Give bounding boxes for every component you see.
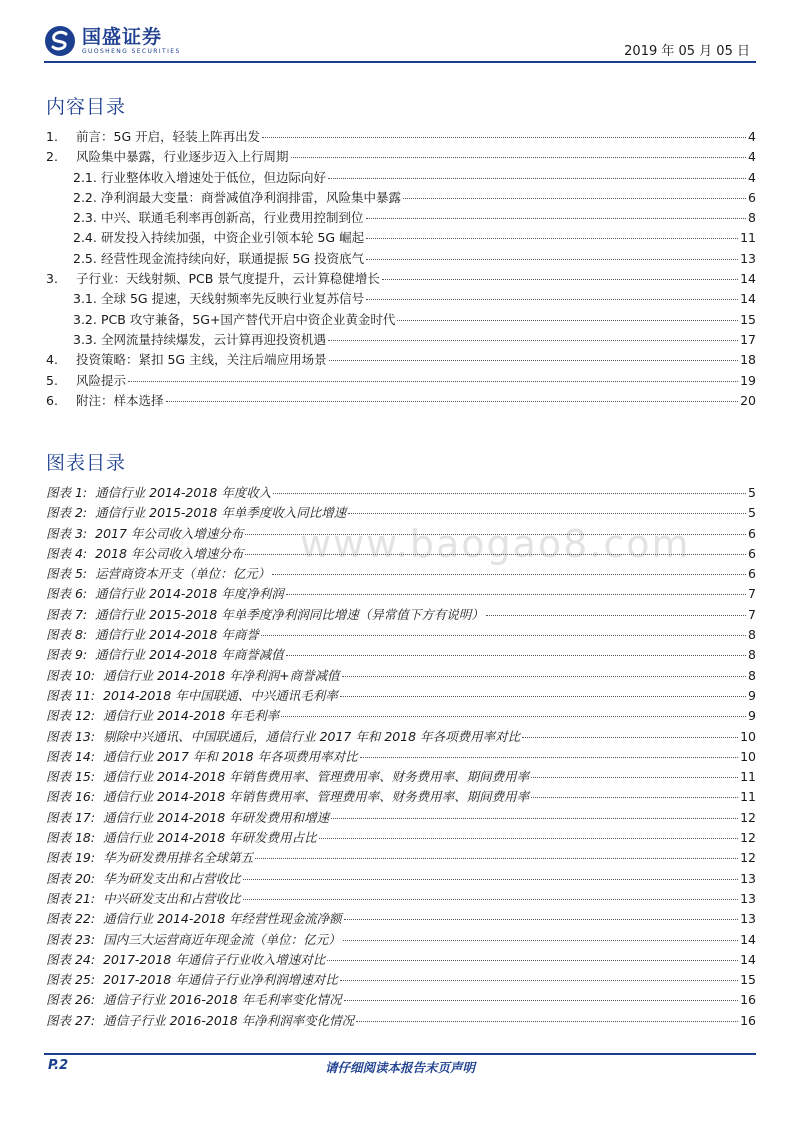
figure-label: 图表 2:: [46, 505, 88, 521]
figure-entry[interactable]: [46, 990, 756, 1010]
figure-title: 通信子行业 2016-2018 年净利润率变化情况: [103, 1012, 355, 1028]
leader-dots: [128, 381, 738, 382]
toc-text: 全网流量持续爆发，云计算再迎投资机遇: [101, 331, 327, 347]
figure-title: 通信行业 2014-2018 年净利润+商誉减值: [103, 667, 340, 683]
figure-title: 通信行业 2014-2018 年商誉: [95, 627, 259, 643]
toc-entry[interactable]: [46, 350, 756, 370]
leader-dots: [319, 838, 738, 839]
figure-entry[interactable]: [46, 503, 756, 523]
toc-entry[interactable]: [46, 269, 756, 289]
page-ref: 9: [748, 687, 756, 703]
figure-label: 图表 6:: [46, 586, 88, 602]
figure-entry[interactable]: [46, 727, 756, 747]
figure-title: 通信行业 2014-2018 年研发费用和增速: [103, 809, 330, 825]
page-ref: 15: [740, 972, 756, 988]
toc-number: 2.5.: [73, 250, 97, 266]
toc-entry[interactable]: [46, 310, 756, 330]
figure-label: 图表 27:: [46, 1012, 96, 1028]
figure-entry[interactable]: [46, 605, 756, 625]
figure-entry[interactable]: [46, 686, 756, 706]
toc-number: 3.: [46, 271, 58, 287]
figure-label: 图表 10:: [46, 667, 96, 683]
leader-dots: [166, 401, 739, 402]
figure-title: 通信行业 2014-2018 年经营性现金流净额: [103, 911, 342, 927]
page-ref: 16: [740, 1012, 756, 1028]
figure-title: 华为研发支出和占营收比: [103, 870, 241, 886]
figure-label: 图表 20:: [46, 870, 96, 886]
leader-dots: [331, 818, 738, 819]
figure-title: 中兴研发支出和占营收比: [103, 890, 241, 906]
page-ref: 9: [748, 708, 756, 724]
figure-label: 图表 12:: [46, 708, 96, 724]
disclaimer-note: 请仔细阅读本报告末页声明: [324, 1060, 475, 1075]
leader-dots: [329, 360, 739, 361]
figure-entry[interactable]: [46, 808, 756, 828]
toc-entry[interactable]: [46, 208, 756, 228]
toc-number: 2.2.: [73, 189, 97, 205]
toc-number: 2.: [46, 149, 58, 165]
page-ref: 5: [748, 505, 756, 521]
watermark: www.baogao8.com: [300, 522, 691, 566]
figure-entry[interactable]: [46, 1011, 756, 1031]
leader-dots: [344, 1000, 738, 1001]
toc-title: 内容目录: [46, 96, 127, 118]
figure-label: 图表 3:: [46, 525, 88, 541]
page-ref: 20: [740, 392, 756, 408]
page-ref: 6: [748, 545, 756, 561]
page-ref: 12: [740, 850, 756, 866]
toc-text: 投资策略：紧扣 5G 主线，关注后端应用场景: [76, 352, 327, 368]
leader-dots: [348, 513, 746, 514]
page-ref: 12: [740, 809, 756, 825]
page-ref: 13: [740, 890, 756, 906]
figure-entry[interactable]: [46, 645, 756, 665]
page-ref: 12: [740, 830, 756, 846]
figure-entry[interactable]: [46, 584, 756, 604]
figure-title: 2017-2018 年通信子行业净利润增速对比: [103, 972, 338, 988]
page-ref: 13: [740, 250, 756, 266]
leader-dots: [340, 980, 738, 981]
figure-label: 图表 14:: [46, 748, 96, 764]
leader-dots: [366, 218, 747, 219]
figure-entry[interactable]: [46, 930, 756, 950]
figure-title: 国内三大运营商近年现金流（单位：亿元）: [103, 931, 341, 947]
toc-text: 前言：5G 开启，轻装上阵再出发: [76, 129, 261, 144]
figure-title: 通信行业 2014-2018 年销售费用率、管理费用率、财务费用率、期间费用率: [103, 769, 530, 785]
leader-dots: [328, 178, 746, 179]
leader-dots: [286, 655, 746, 656]
leader-dots: [531, 777, 738, 778]
figure-entry[interactable]: [46, 564, 756, 584]
figure-label: 图表 11:: [46, 687, 96, 703]
figure-entry[interactable]: [46, 767, 756, 787]
guosheng-logo-icon: [44, 25, 76, 57]
footer-divider: [44, 1053, 756, 1055]
toc-text: 风险集中暴露，行业逐步迈入上行周期: [76, 149, 289, 165]
leader-dots: [273, 493, 746, 494]
toc-number: 2.1.: [73, 169, 97, 185]
leader-dots: [366, 299, 738, 300]
leader-dots: [360, 757, 738, 758]
page-number: P.2: [48, 1058, 69, 1073]
page-ref: 10: [740, 728, 756, 744]
toc-number: 2.3.: [73, 210, 97, 226]
toc-number: 3.2.: [73, 311, 97, 327]
leader-dots: [522, 737, 738, 738]
page-ref: 6: [748, 189, 756, 205]
leader-dots: [286, 594, 746, 595]
page-ref: 8: [748, 627, 756, 643]
figure-label: 图表 18:: [46, 830, 96, 846]
figure-label: 图表 26:: [46, 992, 96, 1008]
toc-entry[interactable]: [46, 289, 756, 309]
toc-entry[interactable]: [46, 127, 756, 147]
toc-entry[interactable]: [46, 188, 756, 208]
figure-title: 2017-2018 年通信子行业收入增速对比: [103, 951, 326, 967]
leader-dots: [261, 635, 746, 636]
figure-label: 图表 17:: [46, 809, 96, 825]
figure-title: 通信行业 2014-2018 年研发费用占比: [103, 830, 317, 846]
leader-dots: [531, 797, 738, 798]
figure-entry[interactable]: [46, 950, 756, 970]
page-ref: 14: [740, 291, 756, 307]
page-ref: 11: [740, 230, 756, 246]
figure-entry[interactable]: [46, 544, 756, 564]
toc-entry[interactable]: [46, 168, 756, 188]
figure-label: 图表 19:: [46, 850, 96, 866]
figures-title: 图表目录: [46, 452, 127, 474]
page-ref: 14: [740, 271, 756, 287]
figure-label: 图表 22:: [46, 911, 96, 927]
page-ref: 13: [740, 870, 756, 886]
figure-title: 通信行业 2015-2018 年单季度净利润同比增速（异常值下方有说明）: [95, 606, 484, 622]
page-ref: 5: [748, 485, 756, 500]
figure-title: 华为研发费用排名全球第五: [103, 850, 254, 866]
figure-title: 通信行业 2014-2018 年毛利率: [103, 708, 280, 724]
page-ref: 8: [748, 647, 756, 663]
page-ref: 6: [748, 525, 756, 541]
figure-title: 通信行业 2014-2018 年销售费用率、管理费用率、财务费用率、期间费用率: [103, 789, 530, 805]
figure-title: 通信行业 2014-2018 年度净利润: [95, 586, 284, 602]
leader-dots: [382, 279, 738, 280]
figure-title: 运营商资本开支（单位：亿元）: [95, 566, 271, 582]
leader-dots: [245, 554, 746, 555]
page-header: [0, 0, 800, 62]
leader-dots: [328, 340, 738, 341]
page-ref: 7: [748, 586, 756, 602]
toc-text: 风险提示: [76, 372, 127, 388]
figure-title: 通信行业 2014-2018 年商誉减值: [95, 647, 284, 663]
leader-dots: [343, 940, 738, 941]
figure-label: 图表 7:: [46, 606, 88, 622]
figure-entry[interactable]: [46, 787, 756, 807]
toc-text: 经营性现金流持续向好，联通提振 5G 投资底气: [101, 250, 365, 266]
toc-number: 3.3.: [73, 331, 97, 347]
figure-label: 图表 5:: [46, 566, 88, 582]
figure-entry[interactable]: [46, 747, 756, 767]
toc-text: 全球 5G 提速，天线射频率先反映行业复苏信号: [101, 291, 365, 307]
figure-entry[interactable]: [46, 970, 756, 990]
leader-dots: [366, 259, 738, 260]
brand-name: 国盛证券: [82, 26, 163, 48]
figure-title: 通信行业 2017 年和 2018 年各项费用率对比: [103, 748, 358, 764]
toc-number: 2.4.: [73, 230, 97, 246]
toc-text: PCB 攻守兼备，5G+国产替代开启中资企业黄金时代: [101, 311, 396, 327]
brand-logo: [44, 24, 181, 58]
page-ref: 8: [748, 667, 756, 683]
page-ref: 19: [740, 372, 756, 388]
figure-title: 剔除中兴通讯、中国联通后，通信行业 2017 年和 2018 年各项费用率对比: [103, 728, 521, 744]
page-ref: 4: [748, 149, 756, 165]
figure-label: 图表 21:: [46, 890, 96, 906]
figure-title: 通信行业 2014-2018 年度收入: [95, 485, 272, 500]
figure-label: 图表 25:: [46, 972, 96, 988]
figure-entry[interactable]: [46, 869, 756, 889]
toc-list: [46, 127, 756, 411]
page-ref: 16: [740, 992, 756, 1008]
toc-number: 6.: [46, 392, 58, 408]
leader-dots: [243, 879, 738, 880]
figure-label: 图表 15:: [46, 769, 96, 785]
toc-entry[interactable]: [46, 249, 756, 269]
figure-label: 图表 24:: [46, 951, 96, 967]
leader-dots: [397, 320, 738, 321]
toc-number: 5.: [46, 372, 58, 388]
page-ref: 17: [740, 331, 756, 347]
toc-text: 研发投入持续加强，中资企业引领本轮 5G 崛起: [101, 230, 365, 246]
page-ref: 13: [740, 911, 756, 927]
figure-entry[interactable]: [46, 889, 756, 909]
figure-title: 通信子行业 2016-2018 年毛利率变化情况: [103, 992, 342, 1008]
figure-label: 图表 1:: [46, 485, 88, 500]
figure-title: 2017 年公司收入增速分布: [95, 525, 244, 541]
leader-dots: [255, 858, 738, 859]
toc-text: 中兴、联通毛利率再创新高，行业费用控制到位: [101, 210, 364, 226]
figure-label: 图表 4:: [46, 545, 88, 561]
toc-number: 3.1.: [73, 291, 97, 307]
leader-dots: [340, 696, 746, 697]
figure-entry[interactable]: [46, 483, 756, 503]
header-divider: [44, 61, 756, 63]
page-ref: 15: [740, 311, 756, 327]
figures-list: [46, 483, 756, 1031]
leader-dots: [272, 574, 746, 575]
figure-label: 图表 16:: [46, 789, 96, 805]
page-ref: 11: [740, 769, 756, 785]
leader-dots: [344, 919, 738, 920]
figure-title: 通信行业 2015-2018 年单季度收入同比增速: [95, 505, 347, 521]
leader-dots: [245, 534, 746, 535]
leader-dots: [243, 899, 738, 900]
figure-entry[interactable]: [46, 666, 756, 686]
leader-dots: [366, 238, 738, 239]
page-ref: 4: [748, 169, 756, 185]
leader-dots: [291, 157, 747, 158]
page-ref: 7: [748, 606, 756, 622]
page-ref: 10: [740, 748, 756, 764]
page-ref: 14: [740, 931, 756, 947]
leader-dots: [486, 615, 746, 616]
figure-label: 图表 8:: [46, 627, 88, 643]
figure-entry[interactable]: [46, 828, 756, 848]
leader-dots: [262, 137, 746, 138]
report-date: 2019 年 05 月 05 日: [624, 44, 750, 59]
toc-entry[interactable]: [46, 391, 756, 411]
toc-entry[interactable]: [46, 371, 756, 391]
toc-number: 1.: [46, 129, 58, 144]
page-ref: 14: [740, 951, 756, 967]
figure-label: 图表 23:: [46, 931, 96, 947]
figure-entry[interactable]: [46, 848, 756, 868]
figure-entry[interactable]: [46, 625, 756, 645]
brand-name-en: GUOSHENG SECURITIES: [82, 48, 181, 55]
figure-entry[interactable]: [46, 524, 756, 544]
toc-entry[interactable]: [46, 330, 756, 350]
toc-number: 4.: [46, 352, 58, 368]
figure-label: 图表 13:: [46, 728, 96, 744]
toc-text: 行业整体收入增速处于低位，但边际向好: [101, 169, 327, 185]
figure-title: 2014-2018 年中国联通、中兴通讯毛利率: [103, 687, 338, 703]
toc-entry[interactable]: [46, 147, 756, 167]
figure-entry[interactable]: [46, 706, 756, 726]
page-ref: 18: [740, 352, 756, 368]
leader-dots: [281, 716, 746, 717]
figure-label: 图表 9:: [46, 647, 88, 663]
page-ref: 6: [748, 566, 756, 582]
toc-text: 附注：样本选择: [76, 392, 164, 408]
page-ref: 4: [748, 129, 756, 144]
leader-dots: [327, 960, 738, 961]
toc-entry[interactable]: [46, 228, 756, 248]
toc-text: 子行业：天线射频、PCB 景气度提升，云计算稳健增长: [76, 271, 380, 287]
leader-dots: [356, 1021, 738, 1022]
page-ref: 11: [740, 789, 756, 805]
figure-entry[interactable]: [46, 909, 756, 929]
toc-text: 净利润最大变量：商誉减值净利润排雷，风险集中暴露: [101, 189, 402, 205]
page-ref: 8: [748, 210, 756, 226]
leader-dots: [342, 676, 746, 677]
figure-title: 2018 年公司收入增速分布: [95, 545, 244, 561]
leader-dots: [403, 198, 746, 199]
